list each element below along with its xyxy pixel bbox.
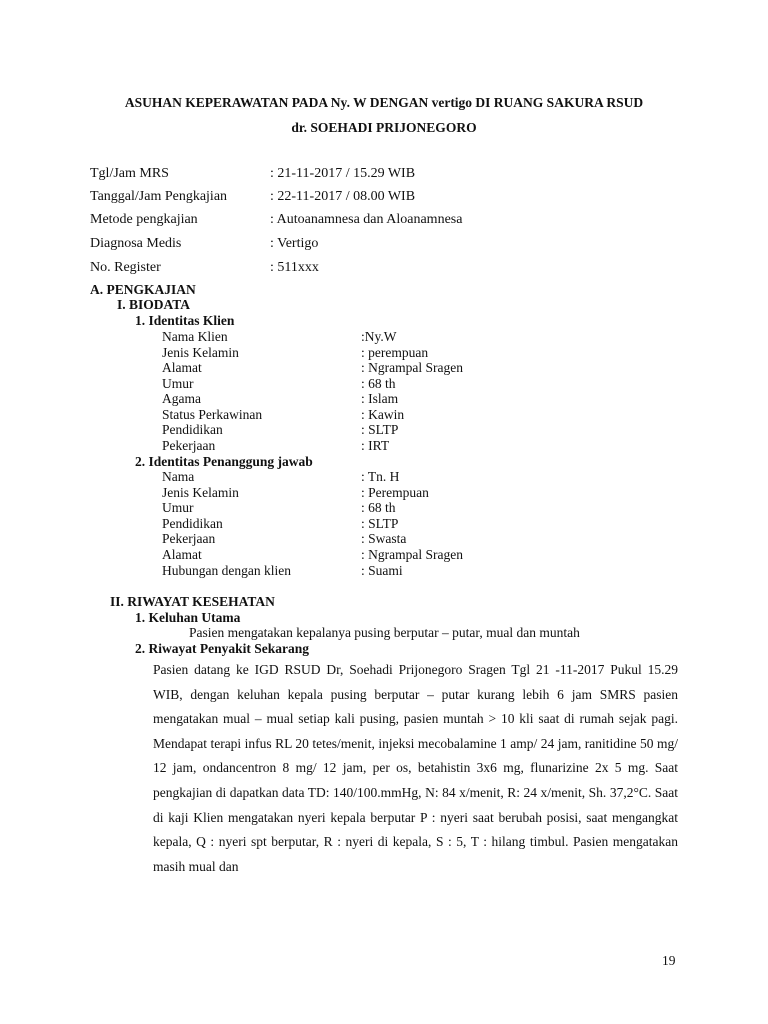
field-label: Jenis Kelamin — [162, 345, 239, 360]
field-value: :Ny.W — [361, 329, 397, 344]
field-value: : 68 th — [361, 500, 396, 515]
meta-value: : 511xxx — [270, 260, 319, 275]
meta-label: Tgl/Jam MRS — [90, 166, 169, 181]
field-label: Agama — [162, 391, 201, 406]
field-value: : Suami — [361, 563, 403, 578]
field-value: : 68 th — [361, 376, 396, 391]
meta-value: : 21-11-2017 / 15.29 WIB — [270, 166, 416, 181]
field-value: : SLTP — [361, 516, 399, 531]
field-value: : Kawin — [361, 407, 405, 422]
field-value: : IRT — [361, 438, 390, 453]
field-label: Pekerjaan — [162, 438, 216, 453]
riwayat-penyakit-sekarang-paragraph: Pasien datang ke IGD RSUD Dr, Soehadi Prijonegoro Sragen Tgl 21 -11-2017 Pukul 15.29 WIB, dengan keluhan kepala pusing berputar – putar kurang lebih 6 jam SMRS pasien mengatakan mual – mual setiap kali pusing, pasien muntah > 10 kli saat di rumah sejak pagi. Mendapat terapi infus RL 20 tetes/menit, injeksi mecobalamine 1 amp/ 24 jam, ranitidine 50 mg/ 12 jam, ondancentron 8 mg/ 12 jam, per os, betahistin 3x6 mg, flunarizine 2x 5 mg. Saat pengkajian di dapatkan data TD: 140/100.mmHg, N: 84 x/menit, R: 24 x/menit, Sh. 37,2°C. Saat di kaji Klien mengatakan nyeri kepala berputar P : nyeri saat berubah posisi, saat mengangkat kepala, Q : nyeri spt berputar, R : nyeri di kepala, S : 5, T : hilang timbul. Pasien mengatakan masih mual dan — [153, 662, 678, 874]
meta-label: No. Register — [90, 260, 161, 275]
subsection-heading-riwayat-penyakit-sekarang: 2. Riwayat Penyakit Sekarang — [135, 641, 310, 656]
field-label: Alamat — [162, 360, 202, 375]
field-label: Pendidikan — [162, 516, 223, 531]
field-label: Status Perkawinan — [162, 407, 263, 422]
field-value: : perempuan — [361, 345, 429, 360]
section-heading-biodata: I. BIODATA — [117, 297, 191, 312]
field-label: Pekerjaan — [162, 531, 216, 546]
section-heading-pengkajian: A. PENGKAJIAN — [90, 282, 196, 297]
field-value: : Perempuan — [361, 485, 429, 500]
field-value: : SLTP — [361, 422, 399, 437]
field-value: : Swasta — [361, 531, 407, 546]
meta-label: Metode pengkajian — [90, 212, 198, 227]
meta-value: : Autoanamnesa dan Aloanamnesa — [270, 212, 463, 227]
field-label: Pendidikan — [162, 422, 223, 437]
subsection-heading-keluhan-utama: 1. Keluhan Utama — [135, 610, 241, 625]
document-title-line-1: ASUHAN KEPERAWATAN PADA Ny. W DENGAN vertigo DI RUANG SAKURA RSUD — [124, 95, 644, 110]
field-label: Nama — [162, 469, 195, 484]
subsection-heading-identitas-klien: 1. Identitas Klien — [135, 313, 235, 328]
keluhan-utama-text: Pasien mengatakan kepalanya pusing berputar – putar, mual dan muntah — [189, 625, 580, 640]
field-label: Umur — [162, 500, 194, 515]
field-label: Nama Klien — [162, 329, 228, 344]
field-label: Hubungan dengan klien — [162, 563, 291, 578]
field-value: : Islam — [361, 391, 399, 406]
meta-value: : 22-11-2017 / 08.00 WIB — [270, 189, 416, 204]
field-label: Alamat — [162, 547, 202, 562]
page-number: 19 — [662, 953, 676, 968]
field-value: : Ngrampal Sragen — [361, 547, 463, 562]
meta-value: : Vertigo — [270, 236, 319, 251]
section-heading-riwayat-kesehatan: II. RIWAYAT KESEHATAN — [110, 594, 275, 609]
document-title-line-2: dr. SOEHADI PRIJONEGORO — [291, 120, 477, 135]
field-label: Jenis Kelamin — [162, 485, 239, 500]
field-value: : Tn. H — [361, 469, 400, 484]
meta-label: Diagnosa Medis — [90, 236, 182, 251]
subsection-heading-identitas-penanggung-jawab: 2. Identitas Penanggung jawab — [135, 454, 313, 469]
field-value: : Ngrampal Sragen — [361, 360, 463, 375]
meta-label: Tanggal/Jam Pengkajian — [90, 189, 228, 204]
field-label: Umur — [162, 376, 194, 391]
